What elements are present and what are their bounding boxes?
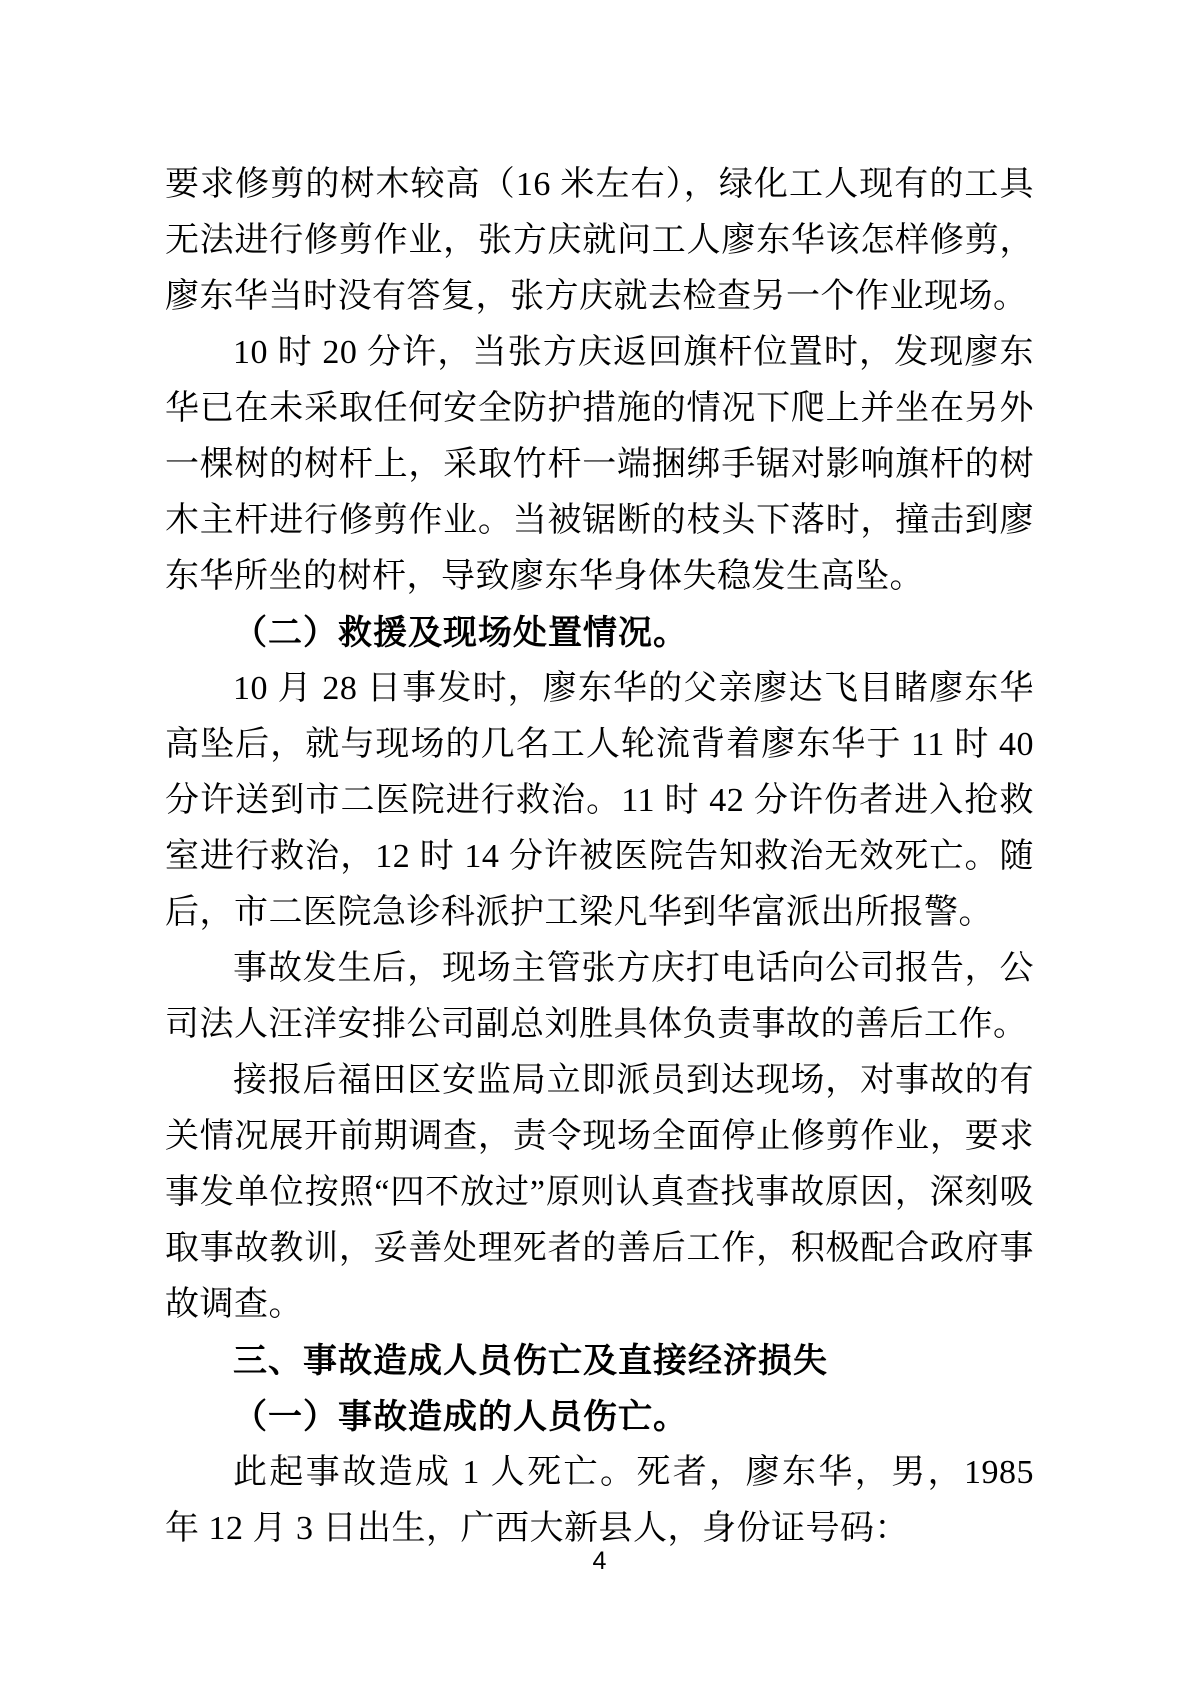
paragraph: 10 月 28 日事发时，廖东华的父亲廖达飞目睹廖东华高坠后，就与现场的几名工人轮流背着廖东华于 11 时 40 分许送到市二医院进行救治。11 时 42 分许伤者进入抢救室进行救治，12 时 14 分许被医院告知救治无效死亡。随后，市二医院急诊科派护工梁凡华到华富派出所报警。 [165,670,1034,931]
paragraph: 事故发生后，现场主管张方庆打电话向公司报告，公司法人汪洋安排公司副总刘胜具体负责事故的善后工作。 [165,950,1034,1043]
section-heading-rescue: （二）救援及现场处置情况。 [233,614,688,652]
section-heading-casualties-and-losses: 三、事故造成人员伤亡及直接经济损失 [233,1342,828,1380]
paragraph-continuation: 要求修剪的树木较高（16 米左右），绿化工人现有的工具无法进行修剪作业，张方庆就问工人廖东华该怎样修剪，廖东华当时没有答复，张方庆就去检查另一个作业现场。 [165,166,1034,315]
section-heading-casualties: （一）事故造成的人员伤亡。 [233,1398,688,1436]
document-body [165,157,1034,1557]
paragraph: 此起事故造成 1 人死亡。死者，廖东华，男，1985 年 12 月 3 日出生，广西大新县人，身份证号码： [165,1454,1034,1547]
paragraph: 接报后福田区安监局立即派员到达现场，对事故的有关情况展开前期调查，责令现场全面停止修剪作业，要求事发单位按照“四不放过”原则认真查找事故原因，深刻吸取事故教训，妥善处理死者的善后工作，积极配合政府事故调查。 [165,1062,1034,1323]
page-number: 4 [592,1547,607,1575]
paragraph: 10 时 20 分许，当张方庆返回旗杆位置时，发现廖东华已在未采取任何安全防护措施的情况下爬上并坐在另外一棵树的树杆上，采取竹杆一端捆绑手锯对影响旗杆的树木主杆进行修剪作业。当被锯断的枝头下落时，撞击到廖东华所坐的树杆，导致廖东华身体失稳发生高坠。 [165,334,1034,595]
